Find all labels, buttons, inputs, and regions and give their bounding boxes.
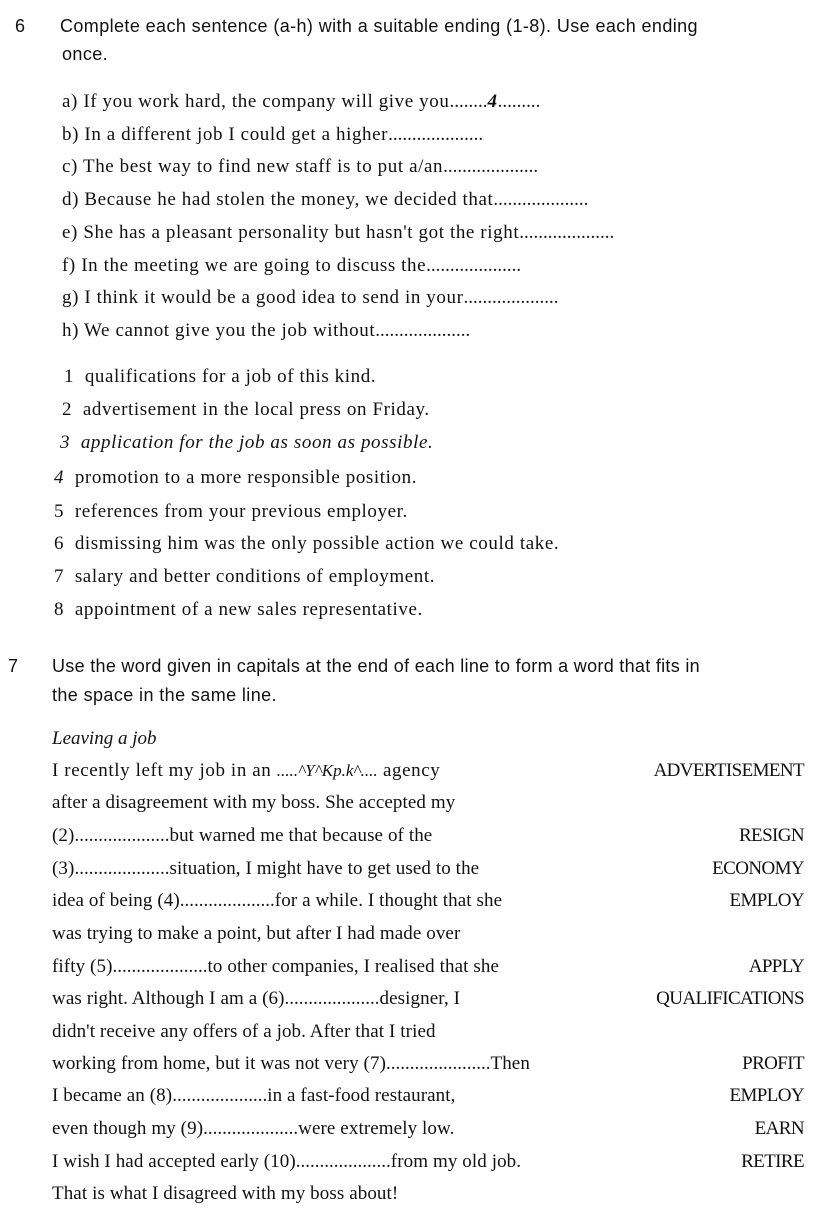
sentence-label: d) xyxy=(62,189,80,210)
line-text: even though my (9) xyxy=(52,1118,204,1139)
answer-blank[interactable]: .................... xyxy=(295,1151,391,1172)
answer-blank[interactable]: ........ xyxy=(449,91,488,112)
answer-blank[interactable]: .................... xyxy=(493,189,589,210)
answer-blank[interactable]: ......... xyxy=(497,91,541,112)
sentence-text: If you work hard, the company will give you xyxy=(83,91,450,112)
sentence-label: b) xyxy=(62,124,80,145)
line-text: for a while. I thought that she xyxy=(274,890,503,911)
line-text: situation, I might have to get used to the xyxy=(169,858,480,879)
line-text: agency xyxy=(377,760,441,781)
text-line-8 xyxy=(52,988,460,1010)
line-text: in a fast-food restaurant, xyxy=(267,1085,456,1106)
sentence-b xyxy=(62,124,483,146)
exercise-6-instruction-line1: Complete each sentence (a-h) with a suitable ending (1-8). Use each ending xyxy=(60,16,698,36)
line-text: I became an (8) xyxy=(52,1085,173,1106)
sentence-label: f) xyxy=(62,255,76,276)
sentence-f xyxy=(62,255,521,277)
sentence-label: g) xyxy=(62,287,80,308)
ending-4 xyxy=(54,467,417,489)
answer-blank[interactable]: .................... xyxy=(203,1118,299,1139)
text-line-7 xyxy=(52,956,499,978)
ending-8 xyxy=(54,599,423,621)
ending-text: advertisement in the local press on Friday. xyxy=(82,399,430,420)
line-text: fifty (5) xyxy=(52,956,113,977)
sentence-text: The best way to find new staff is to put a/an xyxy=(82,156,444,177)
line-text: were extremely low. xyxy=(298,1118,455,1139)
sentence-e xyxy=(62,222,614,244)
exercise-7-instruction-line1: Use the word given in capitals at the end of each line to form a word that fits in xyxy=(52,656,700,676)
ending-5 xyxy=(54,501,408,523)
text-line-1 xyxy=(52,760,440,782)
filled-answer: 4 xyxy=(487,91,498,112)
sentence-text: In the meeting we are going to discuss the xyxy=(81,255,427,276)
sentence-text: I think it would be a good idea to send in your xyxy=(84,287,464,308)
line-text: was right. Although I am a (6) xyxy=(52,988,285,1009)
ending-number: 6 xyxy=(54,533,65,554)
sentence-h xyxy=(62,320,470,342)
sentence-d xyxy=(62,189,588,211)
sentence-g xyxy=(62,287,559,309)
text-line-14: That is what I disagreed with my boss about! xyxy=(52,1183,399,1204)
ending-text: qualifications for a job of this kind. xyxy=(84,366,377,387)
answer-blank[interactable]: .................... xyxy=(179,890,275,911)
ending-6 xyxy=(54,533,559,555)
answer-blank[interactable]: .................... xyxy=(74,858,170,879)
answer-blank[interactable]: .....^Y^Kp.k^.... xyxy=(276,761,378,780)
ending-number: 1 xyxy=(64,366,75,387)
exercise-6-number: 6 xyxy=(15,16,26,36)
sentence-text: She has a pleasant personality but hasn't got the right xyxy=(83,222,520,243)
line-text: I wish I had accepted early (10) xyxy=(52,1151,296,1172)
keyword-profit: PROFIT xyxy=(742,1053,804,1074)
ending-number: 7 xyxy=(54,566,65,587)
line-text: (2) xyxy=(52,825,75,846)
exercise-7-instruction-line2: the space in the same line. xyxy=(52,685,277,705)
keyword-apply: APPLY xyxy=(748,956,804,977)
ending-text: salary and better conditions of employment. xyxy=(74,566,436,587)
answer-blank[interactable]: .................... xyxy=(463,287,559,308)
line-text: designer, I xyxy=(379,988,461,1009)
text-line-5 xyxy=(52,890,502,912)
ending-2 xyxy=(62,399,430,421)
keyword-resign: RESIGN xyxy=(738,825,804,846)
ending-text: references from your previous employer. xyxy=(74,501,408,522)
ending-text: appointment of a new sales representative. xyxy=(74,599,423,620)
ending-text: dismissing him was the only possible action we could take. xyxy=(74,533,560,554)
text-line-11 xyxy=(52,1085,456,1107)
answer-blank[interactable]: .................... xyxy=(519,222,615,243)
text-line-3 xyxy=(52,825,432,847)
keyword-economy: ECONOMY xyxy=(712,858,804,879)
answer-blank[interactable]: .................... xyxy=(426,255,522,276)
ending-3 xyxy=(60,432,433,454)
sentence-text: We cannot give you the job without xyxy=(84,320,376,341)
text-line-9: didn't receive any offers of a job. After that I tried xyxy=(52,1021,436,1042)
sentence-label: h) xyxy=(62,320,80,341)
ending-text: application for the job as soon as possible. xyxy=(80,432,434,453)
line-text: to other companies, I realised that she xyxy=(207,956,499,977)
sentence-c xyxy=(62,156,538,178)
line-text: working from home, but it was not very (7) xyxy=(52,1053,386,1074)
ending-number: 2 xyxy=(62,399,73,420)
line-text: but warned me that because of the xyxy=(169,825,433,846)
text-title: Leaving a job xyxy=(52,728,157,749)
keyword-employ-2: EMPLOY xyxy=(729,1085,804,1106)
line-text: from my old job. xyxy=(390,1151,522,1172)
keyword-retire: RETIRE xyxy=(741,1151,804,1172)
line-text: (3) xyxy=(52,858,75,879)
keyword-advertisement: ADVERTISEMENT xyxy=(653,760,804,781)
keyword-employ: EMPLOY xyxy=(729,890,804,911)
text-line-10 xyxy=(52,1053,530,1075)
keyword-earn: EARN xyxy=(754,1118,804,1139)
sentence-label: e) xyxy=(62,222,78,243)
sentence-a xyxy=(62,91,540,113)
answer-blank[interactable]: .................... xyxy=(388,124,484,145)
ending-1 xyxy=(64,366,376,388)
ending-number: 5 xyxy=(54,501,65,522)
answer-blank[interactable]: .................... xyxy=(112,956,208,977)
line-text: Then xyxy=(490,1053,530,1074)
ending-number: 4 xyxy=(54,467,65,488)
ending-text: promotion to a more responsible position. xyxy=(74,467,418,488)
text-line-6: was trying to make a point, but after I had made over xyxy=(52,923,461,944)
answer-blank[interactable]: .................... xyxy=(284,988,380,1009)
line-text: idea of being (4) xyxy=(52,890,180,911)
text-line-4 xyxy=(52,858,479,880)
text-line-13 xyxy=(52,1151,521,1173)
ending-7 xyxy=(54,566,435,588)
answer-blank[interactable]: .................... xyxy=(74,825,170,846)
answer-blank[interactable]: .................... xyxy=(172,1085,268,1106)
keyword-qualifications: QUALIFICATIONS xyxy=(656,988,804,1009)
ending-number: 8 xyxy=(54,599,65,620)
answer-blank[interactable]: ...................... xyxy=(386,1053,491,1074)
text-line-12 xyxy=(52,1118,454,1140)
sentence-label: a) xyxy=(62,91,78,112)
exercise-7-number: 7 xyxy=(8,656,19,676)
ending-number: 3 xyxy=(60,432,71,453)
answer-blank[interactable]: .................... xyxy=(375,320,471,341)
text-line-2: after a disagreement with my boss. She accepted my xyxy=(52,792,456,813)
line-text: I recently left my job in an xyxy=(52,760,277,781)
sentence-text: In a different job I could get a higher xyxy=(84,124,389,145)
answer-blank[interactable]: .................... xyxy=(443,156,539,177)
sentence-label: c) xyxy=(62,156,78,177)
sentence-text: Because he had stolen the money, we decided that xyxy=(84,189,494,210)
exercise-6-instruction-line2: once. xyxy=(62,44,109,64)
